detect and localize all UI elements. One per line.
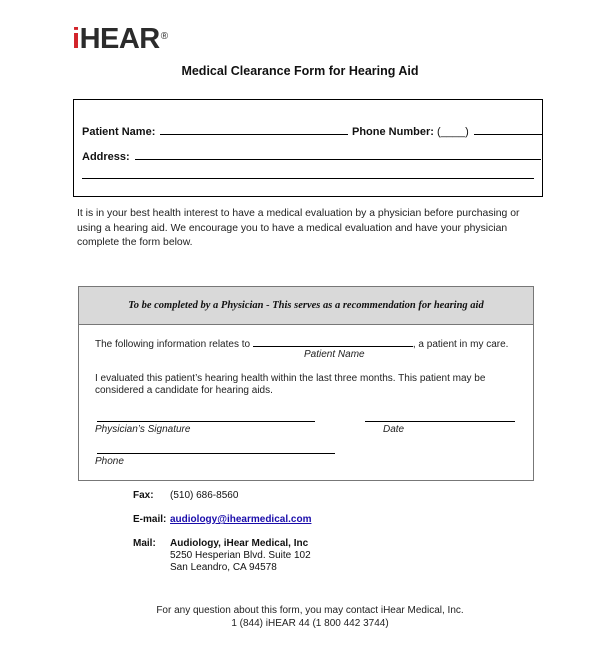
relates-prefix: The following information relates to [95, 339, 251, 350]
date-caption: Date [383, 424, 405, 435]
physician-box-header [79, 287, 533, 325]
address-field[interactable] [135, 149, 541, 160]
email-link[interactable] [170, 514, 311, 525]
patient-info-box [73, 99, 543, 197]
phone-caption: Phone [95, 456, 124, 467]
relates-suffix: , a patient in my care. [412, 339, 509, 350]
logo-i: i [72, 23, 80, 55]
form-title: Medical Clearance Form for Hearing Aid [181, 64, 419, 78]
relates-line [95, 337, 508, 350]
address-label: Address: [82, 151, 130, 163]
phone-label: Phone Number: [352, 126, 434, 138]
mail-line-2: 5250 Hesperian Blvd. Suite 102 [170, 550, 311, 561]
logo-text: HEAR [79, 23, 160, 55]
evaluated-line-1: I evaluated this patient’s hearing health within the last three months. This patient may be [95, 373, 486, 384]
patient-name-label: Patient Name: [82, 126, 156, 138]
physician-box-header-text: To be completed by a Physician - This serves as a recommendation for hearing aid [128, 300, 484, 311]
footer-line-1: For any question about this form, you may contact iHear Medical, Inc. [156, 605, 464, 616]
fax-label: Fax: [133, 490, 154, 501]
registered-mark: ® [160, 31, 168, 42]
address-field-line2[interactable] [82, 178, 534, 179]
patient-name-field[interactable] [160, 124, 348, 135]
patient-name-row [82, 124, 348, 138]
ihear-logo [72, 22, 168, 56]
phone-area-code-field[interactable]: (____) [436, 126, 469, 138]
address-row [82, 149, 541, 163]
date-field[interactable] [365, 421, 515, 422]
phone-number-field[interactable] [474, 124, 542, 135]
intro-paragraph: It is in your best health interest to have a medical evaluation by a physician before purchasing or using a hearing aid. We encourage you to have a medical evaluation and have your physician complete the form below. [77, 208, 520, 248]
fax-value: (510) 686-8560 [170, 490, 239, 501]
email-label: E-mail: [133, 514, 167, 525]
mail-line-1: Audiology, iHear Medical, Inc [170, 538, 309, 549]
physician-box [78, 286, 534, 481]
physician-signature-field[interactable] [97, 421, 315, 422]
signature-caption: Physician’s Signature [95, 424, 191, 435]
mail-label: Mail: [133, 538, 156, 549]
evaluated-line-2: considered a candidate for hearing aids. [95, 385, 273, 396]
email-link-text[interactable]: audiology@ihearmedical.com [170, 514, 312, 525]
physician-phone-field[interactable] [97, 453, 335, 454]
phone-row [352, 124, 542, 138]
patient-name-physician-field[interactable] [253, 337, 413, 347]
footer-line-2: 1 (844) iHEAR 44 (1 800 442 3744) [231, 618, 389, 629]
mail-line-3: San Leandro, CA 94578 [170, 562, 277, 573]
patient-name-caption: Patient Name [304, 349, 365, 360]
